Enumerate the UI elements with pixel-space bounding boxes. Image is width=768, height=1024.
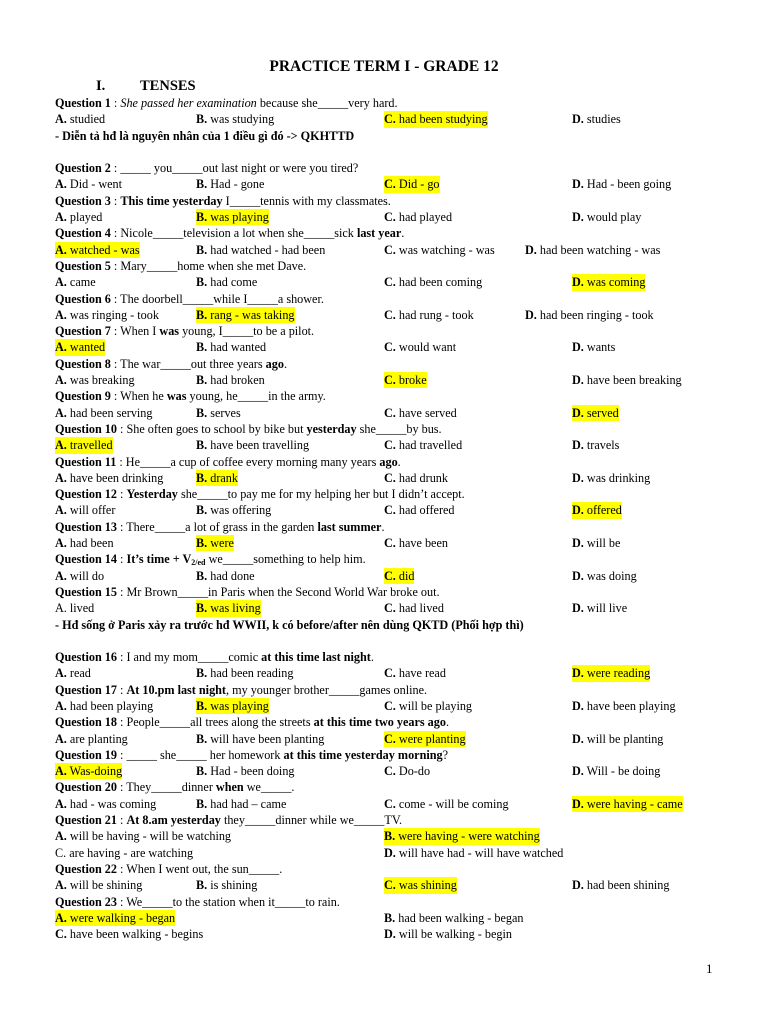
option-a[interactable]: A. was breaking (55, 373, 135, 388)
options-row (55, 176, 745, 192)
options-row (55, 209, 745, 225)
option-b-correct[interactable]: B. was living (196, 601, 261, 616)
option-c[interactable]: C. have read (384, 666, 446, 681)
option-c[interactable]: C. had travelled (384, 438, 463, 453)
option-c[interactable]: C. had lived (384, 601, 444, 616)
option-c[interactable]: C. was watching - was (384, 242, 495, 257)
option-b[interactable]: B. had wanted (196, 340, 267, 355)
option-c[interactable]: C. have been (384, 536, 448, 551)
options-row (55, 828, 745, 844)
option-c[interactable]: C. are having - are watching (55, 845, 194, 860)
option-d[interactable]: D. studies (572, 112, 621, 127)
option-a[interactable]: A. will offer (55, 503, 116, 518)
option-c[interactable]: C. had drunk (384, 470, 448, 485)
option-a[interactable]: A. had been playing (55, 698, 154, 713)
option-b[interactable]: B. will have been planting (196, 731, 325, 746)
option-b[interactable]: B. had been reading (196, 666, 294, 681)
question-stem: Question 12 : Yesterday she_____to pay me for my helping her but I didn’t accept. (55, 487, 465, 502)
option-c[interactable]: C. come - will be coming (384, 796, 509, 811)
explanation-note: - Hđ sống ở Paris xảy ra trước hđ WWII, k có before/after nên dùng QKTD (Phối hợp thì) (55, 617, 524, 632)
options-row (55, 437, 745, 453)
option-c[interactable]: C. have been walking - begins (55, 927, 204, 942)
option-b[interactable]: B. had come (196, 275, 258, 290)
question-stem: Question 2 : _____ you_____out last night or were you tired? (55, 161, 359, 176)
options-row (55, 372, 745, 388)
question-stem: Question 15 : Mr Brown_____in Paris when the Second World War broke out. (55, 584, 440, 599)
question-stem: Question 16 : I and my mom_____comic at this time last night. (55, 650, 374, 665)
options-row (55, 698, 745, 714)
option-a[interactable]: A. played (55, 210, 103, 225)
option-d[interactable]: D. have been playing (572, 698, 676, 713)
options-row (55, 307, 745, 323)
option-d-correct[interactable]: D. offered (572, 503, 622, 518)
options-row (55, 470, 745, 486)
option-d-correct[interactable]: D. were having - came (572, 796, 683, 811)
option-a[interactable]: A. are planting (55, 731, 128, 746)
section-number: I. (96, 78, 106, 94)
option-c-correct[interactable]: C. broke (384, 373, 427, 388)
question-stem: Question 20 : They_____dinner when we_____. (55, 780, 295, 795)
option-c-correct[interactable]: C. were planting (384, 731, 466, 746)
question-stem: Question 10 : She often goes to school by bike but yesterday she_____by bus. (55, 421, 442, 436)
options-row (55, 535, 745, 551)
option-c[interactable]: C. had rung - took (384, 307, 474, 322)
option-a-correct[interactable]: A. were walking - began (55, 910, 176, 925)
section-heading (96, 78, 196, 95)
option-b[interactable]: B. had done (196, 568, 255, 583)
option-d-correct[interactable]: D. was coming (572, 275, 646, 290)
option-d[interactable]: D. will be walking - begin (384, 927, 512, 942)
options-row (55, 845, 745, 861)
option-b-correct[interactable]: B. drank (196, 470, 238, 485)
option-c-correct[interactable]: C. had been studying (384, 112, 488, 127)
options-row (55, 339, 745, 355)
question-stem: Question 23 : We_____to the station when it_____to rain. (55, 894, 340, 909)
option-c[interactable]: C. had played (384, 210, 453, 225)
question-stem: Question 9 : When he was young, he_____in the army. (55, 389, 326, 404)
question-list (55, 95, 745, 942)
option-d[interactable]: D. would play (572, 210, 642, 225)
option-b[interactable]: B. Had - been doing (196, 764, 295, 779)
question-stem: Question 8 : The war_____out three years ago. (55, 356, 287, 371)
option-b-correct[interactable]: B. were (196, 536, 234, 551)
option-d-correct[interactable]: D. were reading (572, 666, 651, 681)
option-b[interactable]: B. had been walking - began (384, 910, 524, 925)
option-a[interactable]: A. studied (55, 112, 106, 127)
question-stem: Question 4 : Nicole_____television a lot when she_____sick last year. (55, 226, 405, 241)
option-a[interactable]: A. have been drinking (55, 470, 164, 485)
option-c[interactable]: C. will be playing (384, 698, 473, 713)
question-stem: Question 22 : When I went out, the sun_____. (55, 861, 283, 876)
option-b-correct[interactable]: B. were having - were watching (384, 829, 540, 844)
options-row (55, 568, 745, 584)
option-c-correct[interactable]: C. was shining (384, 878, 457, 893)
question-stem: Question 14 : It’s time + $V_{2/ed}$ we_____something to help him. (55, 552, 366, 568)
option-d[interactable]: D. wants (572, 340, 616, 355)
option-d[interactable]: D. travels (572, 438, 620, 453)
section-label: TENSES (140, 78, 196, 94)
option-a[interactable]: A. will be having - will be watching (55, 829, 232, 844)
explanation-note: - Diễn tả hđ là nguyên nhân của 1 điều gì đó -> QKHTTD (55, 128, 355, 143)
page-number: 1 (706, 961, 713, 976)
page-title: PRACTICE TERM I - GRADE 12 (269, 58, 499, 75)
options-row (55, 405, 745, 421)
option-d[interactable]: D. have been breaking (572, 373, 682, 388)
option-d[interactable]: D. Had - been going (572, 177, 672, 192)
option-a-correct[interactable]: A. watched - was (55, 242, 140, 257)
options-row (55, 600, 745, 616)
option-d[interactable]: D. will be planting (572, 731, 664, 746)
option-c[interactable]: C. had been coming (384, 275, 483, 290)
option-d[interactable]: D. was drinking (572, 470, 651, 485)
option-b-correct[interactable]: B. was playing (196, 210, 269, 225)
option-a[interactable]: A. will do (55, 568, 105, 583)
option-b-correct[interactable]: B. rang - was taking (196, 307, 295, 322)
options-row (55, 731, 745, 747)
options-row (55, 111, 745, 127)
options-row (55, 274, 745, 290)
options-row (55, 763, 745, 779)
option-a-correct[interactable]: A. Was-doing (55, 764, 123, 779)
question-stem: Question 3 : This time yesterday I_____tennis with my classmates. (55, 193, 391, 208)
question-stem: Question 6 : The doorbell_____while I_____a shower. (55, 291, 324, 306)
option-b[interactable]: B. was offering (196, 503, 272, 518)
question-stem: Question 13 : There_____a lot of grass in the garden last summer. (55, 519, 385, 534)
option-a[interactable]: A. had - was coming (55, 796, 157, 811)
options-row (55, 926, 745, 942)
option-a[interactable]: A. Did - went (55, 177, 123, 192)
option-d[interactable]: D. had been watching - was (525, 242, 661, 257)
option-c-correct[interactable]: C. Did - go (384, 177, 440, 192)
option-b[interactable]: B. serves (196, 405, 241, 420)
question-stem: Question 7 : When I was young, I_____to be a pilot. (55, 324, 315, 339)
option-d[interactable]: D. Will - be doing (572, 764, 661, 779)
question-stem: Question 18 : People_____all trees along the streets at this time two years ago. (55, 715, 450, 730)
option-d[interactable]: D. had been ringing - took (525, 307, 654, 322)
option-b-correct[interactable]: B. was playing (196, 698, 269, 713)
options-row (55, 502, 745, 518)
question-stem: Question 19 : _____ she_____ her homework at this time yesterday morning? (55, 747, 449, 762)
option-d[interactable]: D. was doing (572, 568, 637, 583)
option-a[interactable]: A. will be shining (55, 878, 143, 893)
option-a[interactable]: A. had been serving (55, 405, 153, 420)
option-a[interactable]: A. had been (55, 536, 114, 551)
option-b[interactable]: B. had had – came (196, 796, 287, 811)
option-b[interactable]: B. is shining (196, 878, 258, 893)
option-d[interactable]: D. had been shining (572, 878, 670, 893)
question-stem: Question 21 : At 8.am yesterday they_____dinner while we_____TV. (55, 813, 403, 828)
option-d-correct[interactable]: D. served (572, 405, 619, 420)
option-b[interactable]: B. have been travelling (196, 438, 310, 453)
options-row (55, 242, 745, 258)
option-b[interactable]: B. Had - gone (196, 177, 265, 192)
question-stem: Question 1 : She passed her examination because she_____very hard. (55, 96, 398, 110)
option-a[interactable]: A. was ringing - took (55, 307, 159, 322)
option-d[interactable]: D. will live (572, 601, 628, 616)
option-a[interactable]: A. lived (55, 601, 95, 616)
option-c[interactable]: C. had offered (384, 503, 455, 518)
options-row (55, 665, 745, 681)
question-stem: Question 5 : Mary_____home when she met Dave. (55, 258, 307, 273)
option-a-correct[interactable]: A. travelled (55, 438, 113, 453)
option-c[interactable]: C. Do-do (384, 764, 431, 779)
options-row (55, 877, 745, 893)
options-row (55, 910, 745, 926)
option-c[interactable]: C. have served (384, 405, 457, 420)
option-c[interactable]: C. would want (384, 340, 457, 355)
question-stem: Question 11 : He_____a cup of coffee every morning many years ago. (55, 454, 401, 469)
option-d[interactable]: D. will be (572, 536, 621, 551)
option-a[interactable]: A. read (55, 666, 91, 681)
option-a[interactable]: A. came (55, 275, 96, 290)
question-stem: Question 17 : At 10.pm last night, my younger brother_____games online. (55, 682, 428, 697)
option-b[interactable]: B. had broken (196, 373, 265, 388)
option-c-correct[interactable]: C. did (384, 568, 415, 583)
option-d[interactable]: D. will have had - will have watched (384, 845, 564, 860)
options-row (55, 796, 745, 812)
option-a-correct[interactable]: A. wanted (55, 340, 106, 355)
option-b[interactable]: B. was studying (196, 112, 275, 127)
option-b[interactable]: B. had watched - had been (196, 242, 326, 257)
